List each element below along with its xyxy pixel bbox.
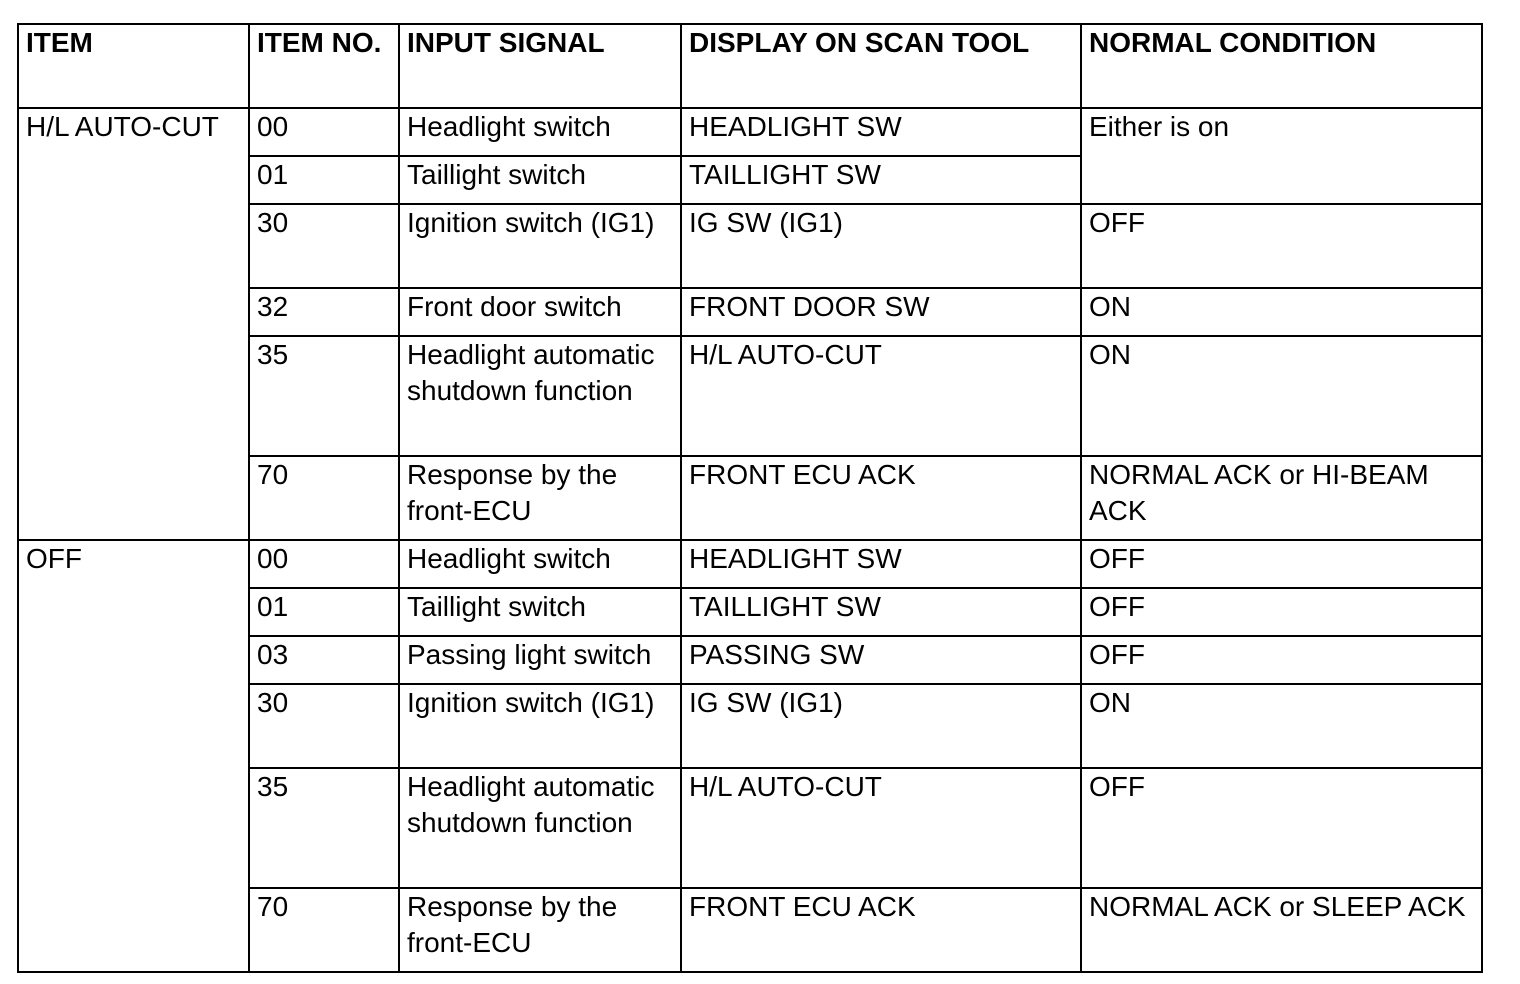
item-no-cell: 01 bbox=[249, 156, 399, 204]
header-normal-condition: NORMAL CONDITION bbox=[1081, 24, 1482, 108]
display-cell: TAILLIGHT SW bbox=[681, 156, 1081, 204]
header-input-signal: INPUT SIGNAL bbox=[399, 24, 681, 108]
normal-condition-cell: OFF bbox=[1081, 540, 1482, 588]
item-cell: OFF bbox=[18, 540, 249, 972]
table-row bbox=[18, 540, 1482, 588]
input-signal-cell: Response by the front-ECU bbox=[399, 456, 681, 540]
item-no-cell: 30 bbox=[249, 684, 399, 768]
normal-condition-cell: OFF bbox=[1081, 204, 1482, 288]
item-no-cell: 03 bbox=[249, 636, 399, 684]
header-display-on-scan-tool: DISPLAY ON SCAN TOOL bbox=[681, 24, 1081, 108]
table-header-row bbox=[18, 24, 1482, 108]
input-signal-cell: Headlight switch bbox=[399, 540, 681, 588]
input-signal-cell: Ignition switch (IG1) bbox=[399, 684, 681, 768]
display-cell: HEADLIGHT SW bbox=[681, 540, 1081, 588]
item-no-cell: 00 bbox=[249, 540, 399, 588]
display-cell: IG SW (IG1) bbox=[681, 204, 1081, 288]
input-signal-cell: Response by the front-ECU bbox=[399, 888, 681, 972]
item-cell: H/L AUTO-CUT bbox=[18, 108, 249, 540]
normal-condition-cell: ON bbox=[1081, 684, 1482, 768]
input-signal-cell: Front door switch bbox=[399, 288, 681, 336]
item-no-cell: 70 bbox=[249, 888, 399, 972]
normal-condition-cell: ON bbox=[1081, 336, 1482, 456]
display-cell: FRONT ECU ACK bbox=[681, 456, 1081, 540]
item-no-cell: 32 bbox=[249, 288, 399, 336]
header-item: ITEM bbox=[18, 24, 249, 108]
item-no-cell: 35 bbox=[249, 336, 399, 456]
input-signal-cell: Taillight switch bbox=[399, 588, 681, 636]
display-cell: IG SW (IG1) bbox=[681, 684, 1081, 768]
display-cell: H/L AUTO-CUT bbox=[681, 768, 1081, 888]
normal-condition-cell: ON bbox=[1081, 288, 1482, 336]
item-no-cell: 00 bbox=[249, 108, 399, 156]
display-cell: HEADLIGHT SW bbox=[681, 108, 1081, 156]
item-no-cell: 35 bbox=[249, 768, 399, 888]
normal-condition-cell: OFF bbox=[1081, 768, 1482, 888]
diagnostic-data-table bbox=[17, 23, 1483, 973]
display-cell: TAILLIGHT SW bbox=[681, 588, 1081, 636]
normal-condition-cell: OFF bbox=[1081, 636, 1482, 684]
display-cell: PASSING SW bbox=[681, 636, 1081, 684]
item-no-cell: 01 bbox=[249, 588, 399, 636]
header-item-no: ITEM NO. bbox=[249, 24, 399, 108]
input-signal-cell: Taillight switch bbox=[399, 156, 681, 204]
display-cell: FRONT DOOR SW bbox=[681, 288, 1081, 336]
input-signal-cell: Passing light switch bbox=[399, 636, 681, 684]
input-signal-cell: Headlight automatic shutdown function bbox=[399, 336, 681, 456]
normal-condition-cell: NORMAL ACK or HI-BEAM ACK bbox=[1081, 456, 1482, 540]
display-cell: FRONT ECU ACK bbox=[681, 888, 1081, 972]
display-cell: H/L AUTO-CUT bbox=[681, 336, 1081, 456]
input-signal-cell: Headlight switch bbox=[399, 108, 681, 156]
item-no-cell: 70 bbox=[249, 456, 399, 540]
input-signal-cell: Headlight automatic shutdown function bbox=[399, 768, 681, 888]
normal-condition-cell: OFF bbox=[1081, 588, 1482, 636]
item-no-cell: 30 bbox=[249, 204, 399, 288]
normal-condition-cell: Either is on bbox=[1081, 108, 1482, 204]
normal-condition-cell: NORMAL ACK or SLEEP ACK bbox=[1081, 888, 1482, 972]
table-row bbox=[18, 108, 1482, 156]
input-signal-cell: Ignition switch (IG1) bbox=[399, 204, 681, 288]
